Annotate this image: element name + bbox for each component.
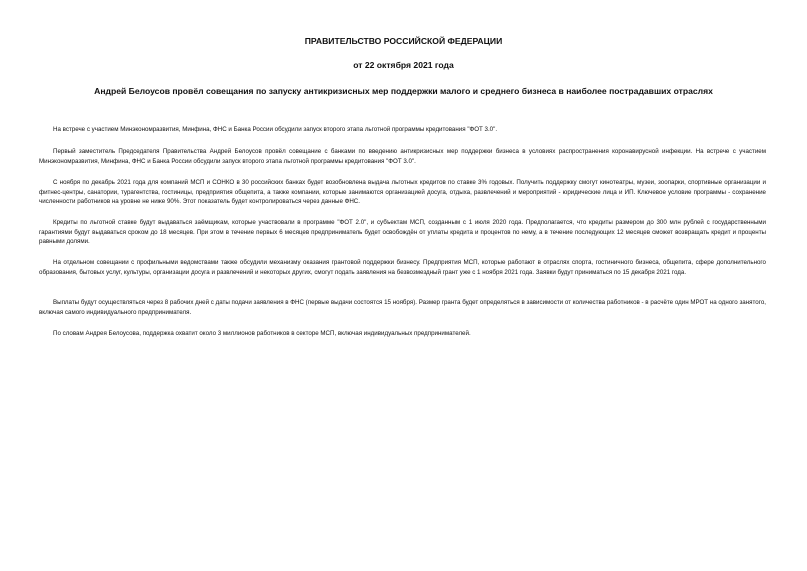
paragraph: Первый заместитель Председателя Правительства Андрей Белоусов провёл совещание с банками по введению антикризисных мер поддержки бизнеса в условиях распространения коронавирусной инфекции. На встрече с участием Минэкономразвития, Минфина, ФНС и Банка России обсудили запуск второго этапа льготной программы кредитования "ФОТ 3.0".	[39, 148, 766, 165]
document-headline: Андрей Белоусов провёл совещания по запуску антикризисных мер поддержки малого и среднего бизнеса в наиболее пострадавших отраслях	[94, 86, 713, 96]
organization-title: ПРАВИТЕЛЬСТВО РОССИЙСКОЙ ФЕДЕРАЦИИ	[304, 36, 503, 46]
paragraph: Выплаты будут осуществляться через 8 рабочих дней с даты подачи заявления в ФНС (первые выдачи состоятся 15 ноября). Размер гранта будет определяться в зависимости от количества работников - в расчёте один МРОТ на одного занятого, включая самого индивидуального предпринимателя.	[39, 299, 766, 316]
paragraph: По словам Андрея Белоусова, поддержка охватит около 3 миллионов работников в секторе МСП, включая индивидуальных предпринимателей.	[53, 330, 471, 337]
document-date: от 22 октября 2021 года	[353, 60, 454, 70]
paragraph: Кредиты по льготной ставке будут выдаваться заёмщикам, которые участвовали в программе "ФОТ 2.0", и субъектам МСП, созданным с 1 июля 2020 года. Предполагается, что кредиты размером до 300 млн рублей с государственными гарантиями будут выдаваться сроком до 18 месяцев. При этом в течение первых 6 месяцев предприниматель будет освобождён от уплаты кредита и процентов по нему, а в течение последующих 12 месяцев сможет возвращать кредит и проценты равными долями.	[39, 219, 766, 246]
paragraph: На отдельном совещании с профильными ведомствами также обсудили механизму оказания грантовой поддержки бизнесу. Предприятия МСП, которые работают в отраслях спорта, гостиничного бизнеса, общепита, сфере дополнительного образования, бытовых услуг, культуры, организации досуга и развлечений и некоторых других, смогут подать заявления на безвозмездный грант уже с 1 ноября 2021 года. Заявки будут приниматься по 15 декабря 2021 года.	[39, 259, 766, 276]
paragraph-lead: На встрече с участием Минэкономразвития, Минфина, ФНС и Банка России обсудили запуск второго этапа льготной программы кредитования "ФОТ 3.0".	[53, 126, 498, 133]
paragraph: С ноября по декабрь 2021 года для компаний МСП и СОНКО в 30 российских банках будет возобновлена выдача льготных кредитов по ставке 3% годовых. Получить поддержку смогут кинотеатры, музеи, зоопарки, спортивные организации и фитнес-центры, санатории, турагентства, гостиницы, предприятия общепита, а также компании, которые занимаются организацией досуга, отдыха, развлечений и мероприятий - юридические лица и ИП. Ключевое условие программы - сохранение численности работников на уровне не ниже 90%. Этот показатель будет контролироваться через данные ФНС.	[39, 179, 766, 206]
